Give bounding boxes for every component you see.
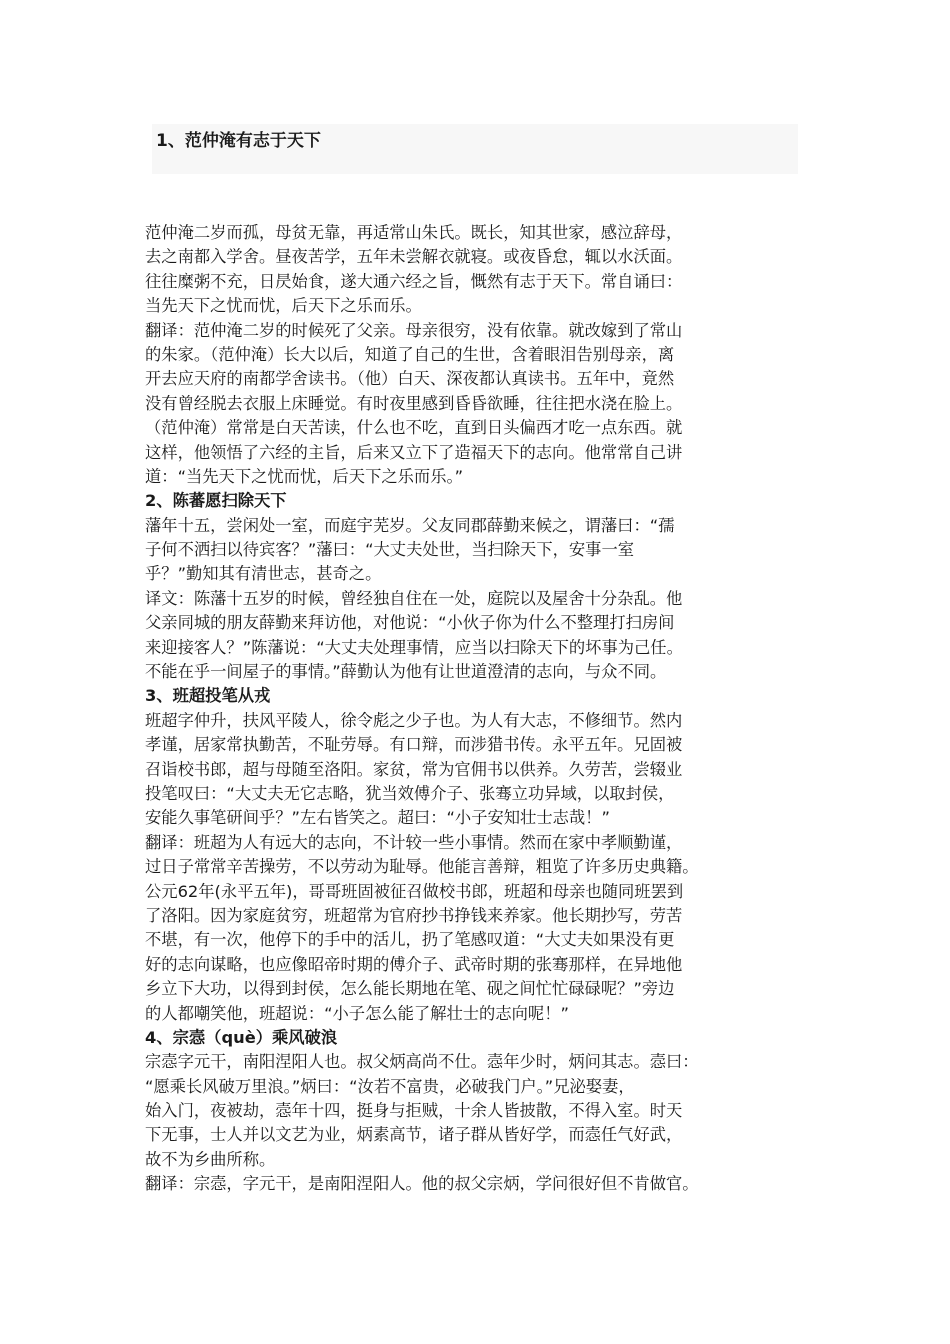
text-line: 范仲淹二岁而孤，母贫无靠，再适常山朱氏。既长，知其世家，感泣辞母， <box>145 223 683 242</box>
text-line: 子何不洒扫以待宾客？”藩曰：“大丈夫处世，当扫除天下，安事一室 <box>145 540 635 560</box>
text-line: 父亲同城的朋友薛勤来拜访他，对他说：“小伙子你为什么不整理打扫房间 <box>145 613 675 633</box>
text-line: 翻译：宗悫，字元干，是南阳涅阳人。他的叔父宗炳，学问很好但不肯做官。 <box>145 1174 699 1194</box>
text-line: 始入门，夜被劫，悫年十四，挺身与拒贼，十余人皆披散，不得入室。时天 <box>145 1101 683 1121</box>
text-line: 安能久事笔研间乎？”左右皆笑之。超曰：“小子安知壮士志哉！” <box>145 808 610 828</box>
text-line: 翻译：范仲淹二岁的时候死了父亲。母亲很穷，没有依靠。就改嫁到了常山 <box>145 320 683 340</box>
text-line: 孝谨，居家常执勤苦，不耻劳辱。有口辩，而涉猎书传。永平五年。兄固被 <box>145 735 683 755</box>
text-line: 没有曾经脱去衣服上床睡觉。有时夜里感到昏昏欲睡，往往把水浇在脸上。 <box>145 393 683 413</box>
title-box <box>152 124 798 174</box>
text-line: 来迎接客人？”陈藩说：“大丈夫处理事情，应当以扫除天下的坏事为己任。 <box>145 637 683 657</box>
text-line: （范仲淹）常常是白天苦读，什么也不吃，直到日头偏西才吃一点东西。就 <box>145 418 683 438</box>
section-heading: 4、宗悫（què）乘风破浪 <box>145 1027 338 1047</box>
document-title: 1、范仲淹有志于天下 <box>156 131 321 151</box>
text-line: 不堪，有一次，他停下的手中的活儿，扔了笔感叹道：“大丈夫如果没有更 <box>145 930 675 950</box>
text-line: 了洛阳。因为家庭贫穷，班超常为官府抄书挣钱来养家。他长期抄写，劳苦 <box>145 905 683 925</box>
text-line: “愿乘长风破万里浪。”炳曰：“汝若不富贵，必破我门户。”兄泌娶妻， <box>145 1076 635 1096</box>
text-line: 乡立下大功，以得到封侯，怎么能长期地在笔、砚之间忙忙碌碌呢？”旁边 <box>145 979 675 999</box>
text-line: 的人都嘲笑他，班超说：“小子怎么能了解壮士的志向呢！” <box>145 1003 569 1023</box>
text-line: 不能在乎一间屋子的事情。”薛勤认为他有让世道澄清的志向，与众不同。 <box>145 662 667 682</box>
section-heading: 3、班超投笔从戎 <box>145 686 271 706</box>
text-line: 好的志向谋略，也应像昭帝时期的傅介子、武帝时期的张骞那样，在异地他 <box>145 954 683 974</box>
text-line: 往往糜粥不充，日昃始食，遂大通六经之旨，慨然有志于天下。常自诵曰： <box>145 271 683 291</box>
text-line: 去之南都入学舍。昼夜苦学，五年未尝解衣就寝。或夜昏怠，辄以水沃面。 <box>145 247 683 267</box>
text-line: 投笔叹曰：“大丈夫无它志略，犹当效傅介子、张骞立功异域，以取封侯， <box>145 783 675 803</box>
document-body <box>145 221 810 1197</box>
text-line: 宗悫字元干，南阳涅阳人也。叔父炳高尚不仕。悫年少时，炳问其志。悫曰： <box>145 1052 699 1072</box>
text-line: 班超字仲升，扶风平陵人，徐令彪之少子也。为人有大志，不修细节。然内 <box>145 710 683 730</box>
text-line: 故不为乡曲所称。 <box>145 1149 276 1169</box>
section-heading: 2、陈蕃愿扫除天下 <box>145 491 287 511</box>
text-line: 乎？”勤知其有清世志，甚奇之。 <box>145 564 382 584</box>
text-line: 翻译：班超为人有远大的志向，不计较一些小事情。然而在家中孝顺勤谨， <box>145 832 683 852</box>
text-line: 这样，他领悟了六经的主旨，后来又立下了造福天下的志向。他常常自己讲 <box>145 442 683 462</box>
text-line: 召诣校书郎，超与母随至洛阳。家贫，常为官佣书以供养。久劳苦，尝辍业 <box>145 759 683 779</box>
text-line: 道：“当先天下之忧而忧，后天下之乐而乐。” <box>145 466 464 486</box>
text-line: 藩年十五，尝闲处一室，而庭宇芜岁。父友同郡薛勤来候之，谓藩曰：“孺 <box>145 515 675 535</box>
text-line: 公元62年(永平五年)，哥哥班固被征召做校书郎，班超和母亲也随同班罢到 <box>145 881 684 901</box>
text-line: 过日子常常辛苦操劳，不以劳动为耻辱。他能言善辩，粗览了许多历史典籍。 <box>145 857 699 877</box>
text-line: 译文：陈藩十五岁的时候，曾经独自住在一处，庭院以及屋舍十分杂乱。他 <box>145 588 683 608</box>
text-line: 开去应天府的南都学舍读书。（他）白天、深夜都认真读书。五年中，竟然 <box>145 369 675 389</box>
text-line: 下无事，士人并以文艺为业，炳素高节，诸子群从皆好学，而悫任气好武， <box>145 1125 683 1145</box>
text-line: 的朱家。（范仲淹）长大以后，知道了自己的生世，含着眼泪告别母亲，离 <box>145 344 675 364</box>
text-line: 当先天下之忧而忧，后天下之乐而乐。 <box>145 296 422 316</box>
